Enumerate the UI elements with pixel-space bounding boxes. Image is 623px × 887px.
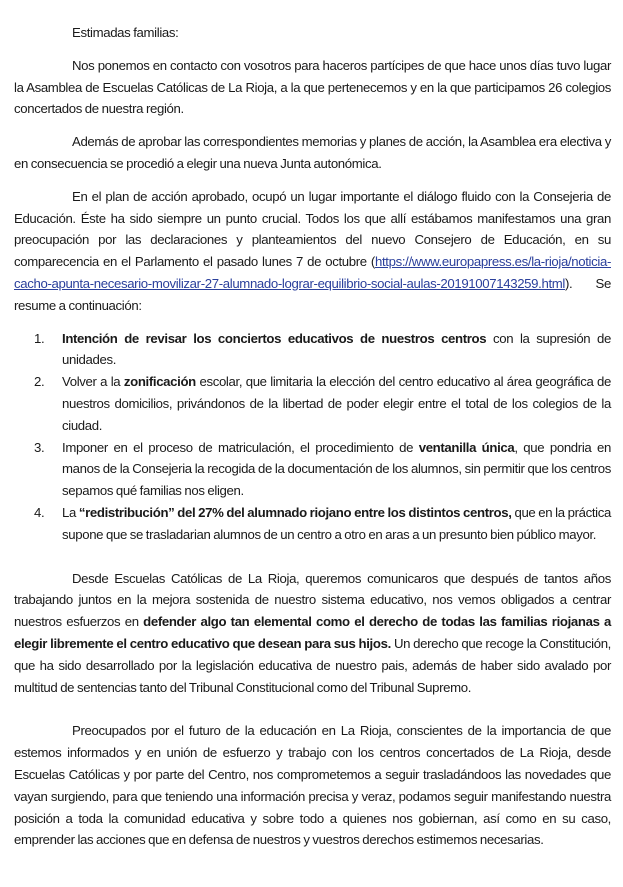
list-item-bold: “redistribución” del 27% del alumnado riojano entre los distintos centros, <box>78 504 512 520</box>
section-spacer <box>14 546 611 568</box>
list-item <box>34 328 612 372</box>
list-item-text: escolar, que limitaria la elección del centro educativo al área geográfica de nuestros domicilios, privándonos de la libertad de poder elegir entre el total de los colegios de la ciudad. <box>62 374 611 433</box>
paragraph-action-plan <box>14 186 611 317</box>
concerns-list <box>14 328 611 546</box>
paragraph-assembly: Además de aprobar las correspondientes memorias y planes de acción, la Asamblea era electiva y en consecuencia se procedió a elegir una nueva Junta autonómica. <box>14 134 611 171</box>
list-item-pre: Volver a la <box>62 374 124 390</box>
europapress-link[interactable]: https://www.europapress.es/la-rioja/noticia-cacho-apunta-necesario-movilizar-27-alumnado-lograr-equilibrio-social-aulas-20191007143259.html <box>14 254 611 291</box>
list-item-pre: Imponer en el proceso de matriculación, el procedimiento de <box>62 439 419 455</box>
list-item-pre: La <box>62 504 79 520</box>
list-number: 2. <box>34 374 45 390</box>
action-plan-text: En el plan de acción aprobado, ocupó un lugar importante el diálogo fluido con la Consejeria de Educación. Éste ha sido siempre un punto crucial. Todos los que allí estábamos manifestamos una gran preocupación por las declaraciones y planteamientos del nuevo Consejero de Educación, en su comparecencia en el Parlamento el pasado lunes 7 de octubre ( <box>14 188 611 270</box>
action-plan-text-end: ). Se resume a continuación: <box>14 275 611 313</box>
defense-bold-text: defender algo tan elemental como el derecho de todas las familias riojanas a elegir libremente el centro educativo que desean para sus hijos. <box>14 614 611 651</box>
list-item-text: con la supresión de unidades. <box>62 330 612 368</box>
paragraph-intro: Nos ponemos en contacto con vosotros para haceros partícipes de que hace unos días tuvo lugar la Asamblea de Escuelas Católicas de La Rioja, a la que pertenecemos y en la que participamos 26 colegios concertados de nuestra región. <box>14 57 611 117</box>
list-item-text: que en la práctica supone que se trasladarian alumnos de un centro a otro en aras a un presunto bien público mayor. <box>62 504 611 542</box>
list-number: 1. <box>34 330 45 346</box>
paragraph-commitment: Preocupados por el futuro de la educación en La Rioja, conscientes de la importancia de que estemos informados y en unión de esfuerzo y trabajo con los centros concertados de La Rioja, desde Escuelas Católicas y por parte del Centro, nos comprometemos a seguir trasladándoos las novedades que vayan surgiendo, para que teniendo una información precisa y veraz, podamos seguir manifestando nuestra posición a toda la comunidad educativa y sobre todo a quienes nos gobiernan, así como en su caso, emprender las acciones que en defensa de nuestros y vuestros derechos estimemos necesarias. <box>14 723 611 848</box>
defense-text-end: Un derecho que recoge la Constitución, que ha sido desarrollado por la legislación educativa de nuestro pais, además de haber sido avalado por multitud de sentencias tanto del Tribunal Constitucional como del Tribunal Supremo. <box>14 635 611 695</box>
list-item-bold: zonificación <box>123 374 196 390</box>
list-item <box>34 371 611 436</box>
list-item-text: , que pondria en manos de la Consejeria la recogida de la documentación de los alumnos, sin permitir que los centros sepamos qué familias nos eligen. <box>62 439 611 499</box>
list-item <box>34 502 611 546</box>
list-item-bold: ventanilla única <box>418 439 515 455</box>
defense-text: Desde Escuelas Católicas de La Rioja, queremos comunicaros que después de tantos años trabajando juntos en la mejora sostenida de nuestro sistema educativo, nos vemos obligados a centrar nuestros esfuerzos en <box>14 570 611 630</box>
salutation: Estimadas familias: <box>72 25 179 40</box>
list-item-bold: Intención de revisar los conciertos educativos de nuestros centros <box>62 330 487 346</box>
list-number: 3. <box>34 439 45 455</box>
list-item <box>34 437 611 502</box>
paragraph-defense <box>14 568 611 699</box>
list-number: 4. <box>34 504 45 520</box>
